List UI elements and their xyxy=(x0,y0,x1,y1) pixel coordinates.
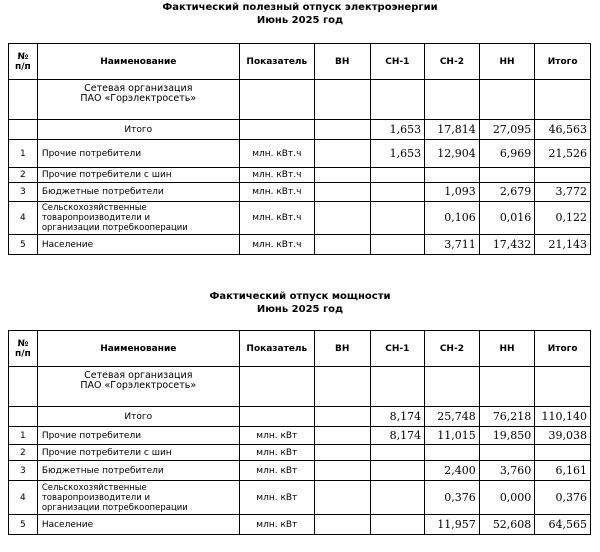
col-header-total: Итого xyxy=(535,44,591,80)
org-name: Сетевая организация ПАО «Горэлектросеть» xyxy=(37,80,239,120)
row-name: Сельскохозяйственные товаропроизводители и организации потребкооперации xyxy=(37,202,239,235)
col-header-num: № п/п xyxy=(9,44,38,80)
table-row xyxy=(9,183,591,202)
row-sn1: 1,653 xyxy=(370,140,425,168)
power-table xyxy=(8,330,591,535)
col-header-sn1: СН-1 xyxy=(370,44,425,80)
row-itogo xyxy=(535,445,591,461)
col-header-name: Наименование xyxy=(37,331,239,367)
row-nn: 0,016 xyxy=(479,202,535,235)
row-sn2: 2,400 xyxy=(425,461,480,481)
row-vn xyxy=(314,168,370,183)
row-num: 5 xyxy=(9,515,38,535)
org-name: Сетевая организация ПАО «Горэлектросеть» xyxy=(37,367,239,407)
table-row xyxy=(9,445,591,461)
row-name: Население xyxy=(37,235,239,255)
row-sn1 xyxy=(370,235,425,255)
row-sn2: 11,957 xyxy=(425,515,480,535)
col-header-total: Итого xyxy=(535,331,591,367)
row-nn: 19,850 xyxy=(479,427,535,445)
row-vn xyxy=(314,481,370,515)
row-vn xyxy=(314,427,370,445)
row-unit: млн. кВт xyxy=(239,515,314,535)
total-itogo: 110,140 xyxy=(535,407,591,427)
col-header-unit: Показатель xyxy=(239,44,314,80)
row-sn2: 11,015 xyxy=(425,427,480,445)
total-sn2: 17,814 xyxy=(425,120,480,140)
header-row xyxy=(9,331,591,367)
row-sn2: 1,093 xyxy=(425,183,480,202)
total-vn xyxy=(314,120,370,140)
col-header-sn2: СН-2 xyxy=(425,44,480,80)
row-itogo: 21,143 xyxy=(535,235,591,255)
total-sn2: 25,748 xyxy=(425,407,480,427)
total-sn1: 8,174 xyxy=(370,407,425,427)
header-row xyxy=(9,44,591,80)
row-vn xyxy=(314,445,370,461)
row-nn: 0,000 xyxy=(479,481,535,515)
row-vn xyxy=(314,202,370,235)
col-header-sn2: СН-2 xyxy=(425,331,480,367)
table-row xyxy=(9,461,591,481)
total-label: Итого xyxy=(37,407,239,427)
col-header-num: № п/п xyxy=(9,331,38,367)
row-unit: млн. кВт.ч xyxy=(239,183,314,202)
row-itogo: 0,122 xyxy=(535,202,591,235)
row-nn xyxy=(479,168,535,183)
row-sn1 xyxy=(370,168,425,183)
row-sn2: 12,904 xyxy=(425,140,480,168)
row-num: 2 xyxy=(9,168,38,183)
col-header-name: Наименование xyxy=(37,44,239,80)
power-title: Фактический отпуск мощности xyxy=(209,291,391,302)
row-sn1 xyxy=(370,481,425,515)
row-sn1 xyxy=(370,461,425,481)
table-row xyxy=(9,168,591,183)
row-name: Сельскохозяйственные товаропроизводители и организации потребкооперации xyxy=(37,481,239,515)
col-header-nn: НН xyxy=(479,331,535,367)
row-vn xyxy=(314,235,370,255)
row-name: Бюджетные потребители xyxy=(37,461,239,481)
org-row xyxy=(9,367,591,407)
row-name: Прочие потребители xyxy=(37,427,239,445)
row-sn1 xyxy=(370,183,425,202)
table-row xyxy=(9,140,591,168)
energy-subtitle: Июнь 2025 год xyxy=(256,15,344,26)
total-vn xyxy=(314,407,370,427)
row-itogo: 64,565 xyxy=(535,515,591,535)
row-sn1 xyxy=(370,445,425,461)
row-unit: млн. кВт.ч xyxy=(239,235,314,255)
row-unit: млн. кВт xyxy=(239,445,314,461)
row-vn xyxy=(314,140,370,168)
total-itogo: 46,563 xyxy=(535,120,591,140)
energy-table xyxy=(8,43,591,255)
total-row xyxy=(9,120,591,140)
table-row xyxy=(9,515,591,535)
row-nn: 17,432 xyxy=(479,235,535,255)
row-unit: млн. кВт xyxy=(239,427,314,445)
row-itogo xyxy=(535,168,591,183)
total-row xyxy=(9,407,591,427)
col-header-sn1: СН-1 xyxy=(370,331,425,367)
row-unit: млн. кВт xyxy=(239,461,314,481)
row-nn: 3,760 xyxy=(479,461,535,481)
row-sn1 xyxy=(370,515,425,535)
col-header-vn: ВН xyxy=(314,331,370,367)
row-unit: млн. кВт.ч xyxy=(239,202,314,235)
total-sn1: 1,653 xyxy=(370,120,425,140)
row-sn2: 0,376 xyxy=(425,481,480,515)
table-row xyxy=(9,235,591,255)
row-num: 1 xyxy=(9,140,38,168)
row-nn: 6,969 xyxy=(479,140,535,168)
row-itogo: 0,376 xyxy=(535,481,591,515)
row-sn2: 0,106 xyxy=(425,202,480,235)
energy-title: Фактический полезный отпуск электроэнергии xyxy=(162,2,438,13)
org-row xyxy=(9,80,591,120)
row-nn: 2,679 xyxy=(479,183,535,202)
row-nn: 52,608 xyxy=(479,515,535,535)
row-name: Население xyxy=(37,515,239,535)
row-itogo: 39,038 xyxy=(535,427,591,445)
col-header-vn: ВН xyxy=(314,44,370,80)
table-row xyxy=(9,481,591,515)
row-unit: млн. кВт xyxy=(239,481,314,515)
row-name: Прочие потребители xyxy=(37,140,239,168)
row-name: Прочие потребители с шин xyxy=(37,445,239,461)
row-unit: млн. кВт.ч xyxy=(239,140,314,168)
row-sn2: 3,711 xyxy=(425,235,480,255)
row-nn xyxy=(479,445,535,461)
power-subtitle: Июнь 2025 год xyxy=(256,304,344,315)
row-vn xyxy=(314,461,370,481)
row-itogo: 6,161 xyxy=(535,461,591,481)
row-unit: млн. кВт.ч xyxy=(239,168,314,183)
total-label: Итого xyxy=(37,120,239,140)
row-name: Бюджетные потребители xyxy=(37,183,239,202)
total-nn: 76,218 xyxy=(479,407,535,427)
row-num: 4 xyxy=(9,481,38,515)
row-vn xyxy=(314,183,370,202)
row-num: 4 xyxy=(9,202,38,235)
table-row xyxy=(9,202,591,235)
row-sn2 xyxy=(425,168,480,183)
row-num: 5 xyxy=(9,235,38,255)
row-num: 3 xyxy=(9,183,38,202)
row-sn2 xyxy=(425,445,480,461)
row-itogo: 3,772 xyxy=(535,183,591,202)
row-sn1: 8,174 xyxy=(370,427,425,445)
row-num: 3 xyxy=(9,461,38,481)
row-itogo: 21,526 xyxy=(535,140,591,168)
row-sn1 xyxy=(370,202,425,235)
row-vn xyxy=(314,515,370,535)
col-header-unit: Показатель xyxy=(239,331,314,367)
row-name: Прочие потребители с шин xyxy=(37,168,239,183)
table-row xyxy=(9,427,591,445)
total-nn: 27,095 xyxy=(479,120,535,140)
col-header-nn: НН xyxy=(479,44,535,80)
row-num: 1 xyxy=(9,427,38,445)
row-num: 2 xyxy=(9,445,38,461)
